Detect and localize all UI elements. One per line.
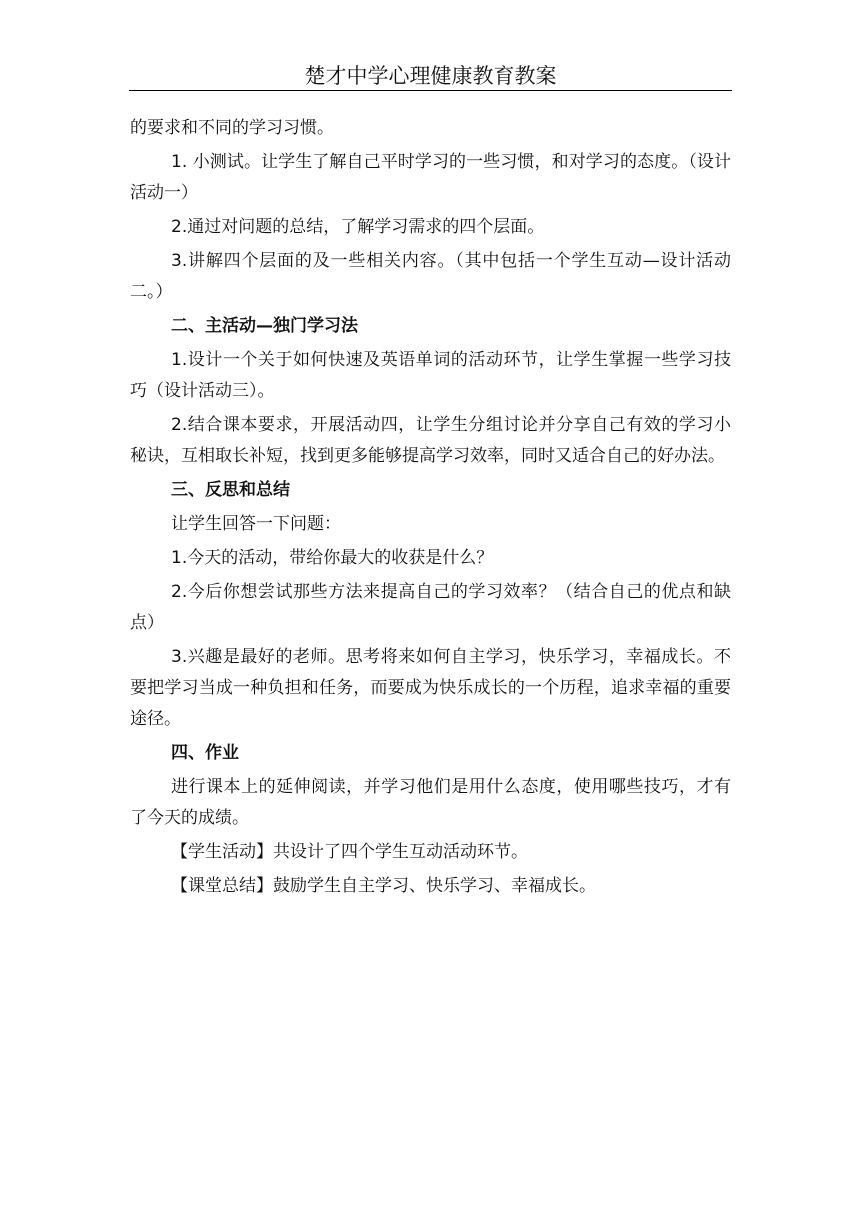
section-heading-main-activity: 二、主活动—独门学习法 (171, 316, 358, 336)
paragraph-question-2: 2.今后你想尝试那些方法来提高自己的学习效率？（结合自己的优点和缺点） (130, 582, 731, 633)
section-heading-homework: 四、作业 (171, 743, 239, 763)
section-heading-reflection: 三、反思和总结 (171, 480, 290, 500)
paragraph-student-activity: 【学生活动】共设计了四个学生互动活动环节。 (171, 842, 528, 862)
paragraph-activity-1: 1.设计一个关于如何快速及英语单词的活动环节，让学生掌握一些学习技巧（设计活动三）。 (130, 350, 731, 401)
paragraph-item-2: 2.通过对问题的总结，了解学习需求的四个层面。 (171, 217, 545, 237)
page-header-title: 楚才中学心理健康教育教案 (129, 62, 732, 91)
paragraph-activity-2: 2.结合课本要求，开展活动四，让学生分组讨论并分享自己有效的学习小秘诀，互相取长补短，找到更多能够提高学习效率，同时又适合自己的好办法。 (130, 415, 731, 466)
paragraph-reflection-intro: 让学生回答一下问题： (171, 514, 341, 534)
paragraph-question-3: 3.兴趣是最好的老师。思考将来如何自主学习，快乐学习，幸福成长。不要把学习当成一种负担和任务，而要成为快乐成长的一个历程，追求幸福的重要途径。 (130, 647, 731, 729)
paragraph-continued: 的要求和不同的学习习惯。 (130, 118, 334, 138)
paragraph-class-summary: 【课堂总结】鼓励学生自主学习、快乐学习、幸福成长。 (171, 876, 596, 896)
paragraph-item-3: 3.讲解四个层面的及一些相关内容。（其中包括一个学生互动—设计活动二。） (130, 251, 731, 302)
paragraph-item-1: 1. 小测试。让学生了解自己平时学习的一些习惯，和对学习的态度。（设计活动一） (130, 152, 731, 203)
paragraph-homework: 进行课本上的延伸阅读，并学习他们是用什么态度，使用哪些技巧，才有了今天的成绩。 (130, 777, 731, 828)
document-body (130, 113, 731, 905)
paragraph-question-1: 1.今天的活动，带给你最大的收获是什么？ (171, 548, 494, 568)
